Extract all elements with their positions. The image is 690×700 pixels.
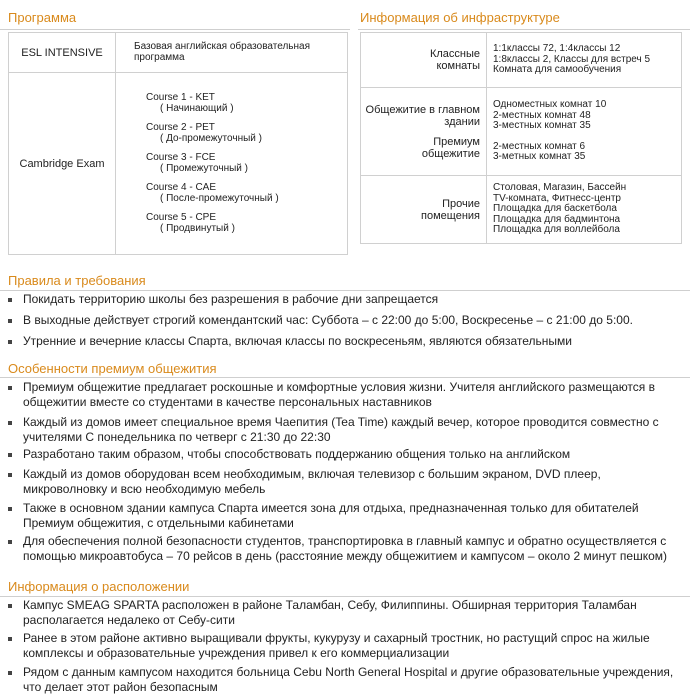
- program-label-cambridge: Cambridge Exam: [9, 73, 116, 255]
- infra-line: Площадка для бадминтона: [493, 213, 621, 225]
- bullet-icon: [8, 340, 12, 344]
- rules-item: [8, 313, 680, 328]
- infra-line: 3-местных комнат 35: [493, 120, 591, 132]
- premium-title: Особенности премиум общежития: [8, 361, 217, 376]
- infra-label-dorms: [361, 88, 487, 176]
- location-title: Информация о расположении: [8, 579, 190, 594]
- infra-row-other: [361, 176, 682, 244]
- program-title-rule: [0, 29, 350, 30]
- bullet-icon: [8, 540, 12, 544]
- premium-item: [8, 415, 680, 445]
- rules-title: Правила и требования: [8, 273, 146, 288]
- course-1: [146, 93, 341, 114]
- bullet-icon: [8, 473, 12, 477]
- infra-value-classrooms: [487, 33, 682, 88]
- infrastructure-table: [360, 32, 682, 244]
- bullet-icon: [8, 386, 12, 390]
- premium-item: [8, 467, 680, 497]
- bullet-icon: [8, 298, 12, 302]
- bullet-icon: [8, 507, 12, 511]
- rules-item-text: Утренние и вечерние классы Спарта, включая классы по воскресеньям, являются обязательными: [23, 334, 572, 348]
- program-label-esl: ESL INTENSIVE: [9, 33, 116, 73]
- bullet-icon: [8, 421, 12, 425]
- infra-line: Одноместных комнат 10: [493, 99, 607, 111]
- program-value-esl: Базовая английская образовательная программа: [116, 33, 348, 73]
- course-name: Course 4 - CAE: [146, 182, 217, 193]
- infra-line: 2-местных комнат 6: [493, 140, 586, 152]
- program-row-esl: [9, 33, 348, 73]
- infra-line: 2-местных комнат 48: [493, 109, 591, 121]
- premium-item-text: Разработано таким образом, чтобы способствовать поддержанию общения только на английском: [23, 447, 571, 461]
- premium-item: [8, 501, 680, 531]
- infra-line: Площадка для воллейбола: [493, 224, 620, 236]
- infra-row-classrooms: [361, 33, 682, 88]
- course-name: Course 1 - KET: [146, 92, 215, 103]
- course-level: ( Продвинутый ): [160, 222, 235, 234]
- rules-item-text: В выходные действует строгий комендантский час: Суббота – с 22:00 до 5:00, Воскресенье – с 21:00 до 5:00.: [23, 313, 633, 327]
- bullet-icon: [8, 671, 12, 675]
- course-4: [146, 183, 341, 204]
- premium-item: [8, 534, 680, 564]
- location-item-text: Ранее в этом районе активно выращивали фрукты, кукурузу и сахарный тростник, но растущий спрос на жилые комплексы и образовательные учреждения привел к его коммерциализации: [23, 631, 650, 660]
- bullet-icon: [8, 604, 12, 608]
- location-title-rule: [0, 596, 690, 597]
- premium-item-text: Для обеспечения полной безопасности студентов, транспортировка в главный кампус и обратно осуществляется с помощью микроавтобуса – 70 рейсов в день (расстояние между общежитием и кампусом – около 2 минут пешком): [23, 534, 668, 563]
- course-3: [146, 153, 341, 174]
- infra-line: 1:8классы 2, Классы для встреч 5: [493, 53, 651, 65]
- location-item-text: Рядом с данным кампусом находится больница Cebu North General Hospital и другие образовательные учреждения, что делает этот район безопасным: [23, 665, 674, 694]
- rules-item: [8, 292, 680, 307]
- program-title: Программа: [8, 10, 77, 25]
- infra-value-dorms: [487, 88, 682, 176]
- premium-item-text: Также в основном здании кампуса Спарта имеется зона для отдыха, предназначенная только для обитателей Премиум общежития, с отдельными кабинетами: [23, 501, 639, 530]
- location-item-text: Кампус SMEAG SPARTA расположен в районе Таламбан, Себу, Филиппины. Обширная территория Таламбан располагается недалеко от Себу-сити: [23, 598, 637, 627]
- infra-label-classrooms: Классные комнаты: [361, 33, 487, 88]
- infrastructure-title-rule: [358, 29, 690, 30]
- premium-item: [8, 380, 680, 410]
- premium-item-text: Премиум общежитие предлагает роскошные и комфортные условия жизни. Учителя английского размещаются в общежитии вместе со студентами в качестве персональных наставников: [23, 380, 655, 409]
- course-name: Course 2 - PET: [146, 122, 215, 133]
- rules-item: [8, 334, 680, 349]
- infra-label-other: Прочие помещения: [361, 176, 487, 244]
- infra-row-dorms: [361, 88, 682, 176]
- premium-item-text: Каждый из домов оборудован всем необходимым, включая телевизор с большим экраном, DVD плеер, микроволновку и всю необходимую мебель: [23, 467, 601, 496]
- premium-item-text: Каждый из домов имеет специальное время Чаепития (Tea Time) каждый вечер, которое проводится совместно с учителями С понедельника по четверг с 21:30 до 22:30: [23, 415, 659, 444]
- premium-title-rule: [0, 377, 690, 378]
- location-item: [8, 665, 680, 695]
- infra-label-dorm-main: Общежитие в главном здании: [365, 103, 480, 128]
- infra-line: Столовая, Магазин, Бассейн: [493, 182, 627, 194]
- course-level: ( Промежуточный ): [160, 162, 248, 174]
- bullet-icon: [8, 637, 12, 641]
- program-table: [8, 32, 348, 255]
- bullet-icon: [8, 319, 12, 323]
- location-item: [8, 631, 680, 661]
- course-level: ( Начинающий ): [160, 102, 234, 114]
- rules-title-rule: [0, 290, 690, 291]
- program-row-cambridge: [9, 73, 348, 255]
- course-2: [146, 123, 341, 144]
- premium-item: [8, 447, 680, 462]
- course-name: Course 3 - FCE: [146, 152, 216, 163]
- infra-line: Площадка для баскетбола: [493, 203, 617, 215]
- infra-value-other: [487, 176, 682, 244]
- bullet-icon: [8, 453, 12, 457]
- location-item: [8, 598, 680, 628]
- infra-line: 1:1классы 72, 1:4классы 12: [493, 43, 621, 55]
- infra-line: TV-комната, Фитнесс-центр: [493, 192, 621, 204]
- course-name: Course 5 - CPE: [146, 212, 217, 223]
- course-level: ( До-промежуточный ): [160, 132, 262, 144]
- infra-label-dorm-premium: Премиум общежитие: [421, 135, 480, 160]
- rules-item-text: Покидать территорию школы без разрешения в рабочие дни запрещается: [23, 292, 439, 306]
- infra-line: 3-метных комнат 35: [493, 151, 586, 163]
- infrastructure-title: Информация об инфраструктуре: [360, 10, 560, 25]
- program-courses: [116, 73, 348, 255]
- infra-line: Комната для самообучения: [493, 64, 622, 76]
- course-level: ( После-промежуточный ): [160, 192, 279, 204]
- course-5: [146, 213, 341, 234]
